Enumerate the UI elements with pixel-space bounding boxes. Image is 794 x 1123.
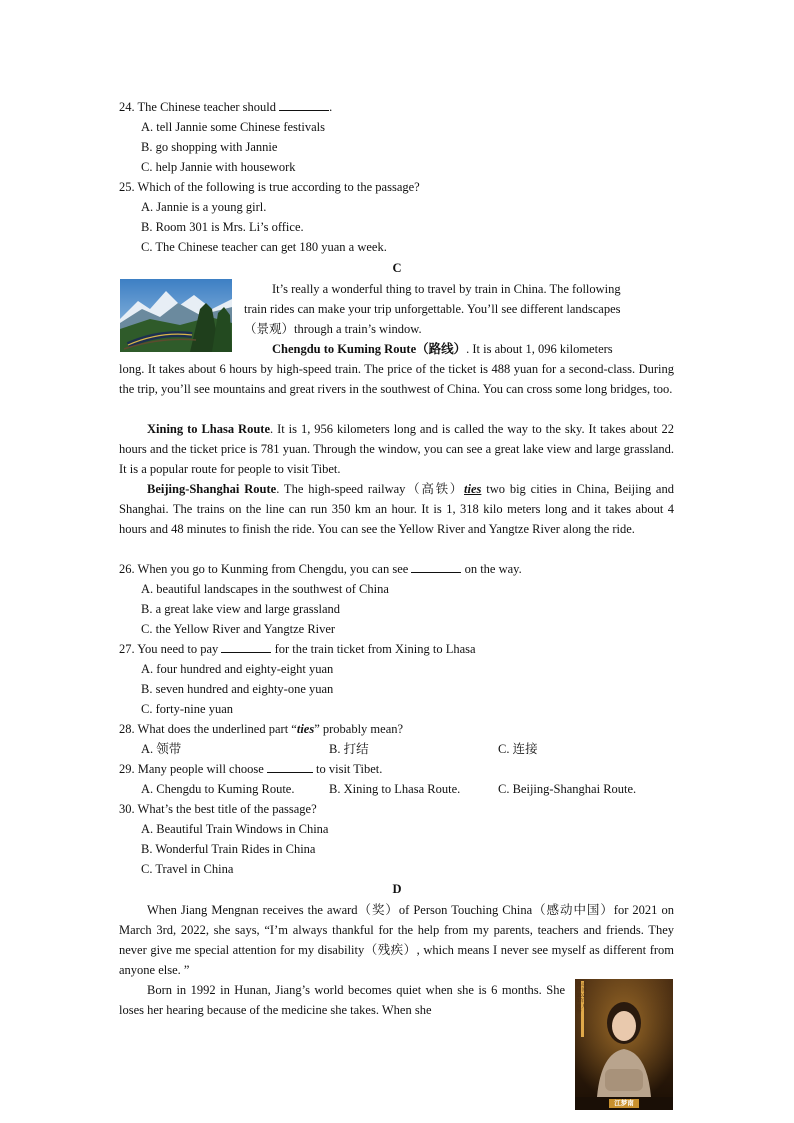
route3-paragraph: Beijing-Shanghai Route. The high-speed railway（高铁）ties two big cities in China, Beijing and Shanghai. The trains on the line can run 350 km an hour. It is 1, 318 kilo meters long and it takes about 4 hours and 48 minutes to finish the ride. You can see the Yellow River and Yangtze River along the ride. xyxy=(119,482,674,536)
answer-blank xyxy=(279,98,329,111)
option-27a: A. four hundred and eighty-eight yuan xyxy=(141,662,334,676)
section-c-intro-line2: train rides can make your trip unforgettable. You’ll see different landscapes xyxy=(244,302,621,316)
answer-blank xyxy=(411,560,461,573)
section-c-intro-line1: It’s really a wonderful thing to travel by train in China. The following xyxy=(272,282,621,296)
section-c-intro-line3: （景观）through a train’s window. xyxy=(244,322,422,336)
option-25b: B. Room 301 is Mrs. Li’s office. xyxy=(141,220,304,234)
route2-paragraph: Xining to Lhasa Route. It is 1, 956 kilometers long and is called the way to the sky. It takes about 22 hours and the ticket price is 781 yuan. Through the window, you can see a great lake view and large grassland. It is a popular route for people to visit Tibet. xyxy=(119,422,674,476)
portrait-photo xyxy=(575,979,673,1110)
jiang-mengnan-portrait-image xyxy=(575,979,673,1110)
train-landscape-image xyxy=(120,279,232,352)
option-24b: B. go shopping with Jannie xyxy=(141,140,278,154)
question-25: 25. Which of the following is true according to the passage? xyxy=(119,180,420,194)
option-25c: C. The Chinese teacher can get 180 yuan a week. xyxy=(141,240,387,254)
section-c-heading: C xyxy=(392,261,402,275)
question-26: 26. When you go to Kunming from Chengdu, you can see on the way. xyxy=(119,562,522,576)
option-30b: B. Wonderful Train Rides in China xyxy=(141,842,316,856)
option-30c: C. Travel in China xyxy=(141,862,234,876)
option-27c: C. forty-nine yuan xyxy=(141,702,233,716)
option-24a: A. tell Jannie some Chinese festivals xyxy=(141,120,325,134)
section-d-paragraph-2: Born in 1992 in Hunan, Jiang’s world becomes quiet when she is 6 months. She loses her hearing because of the medicine she takes. When she xyxy=(119,983,565,1017)
question-24: 24. The Chinese teacher should . xyxy=(119,100,333,114)
answer-blank xyxy=(267,760,313,773)
portrait-banner: 感动中国2021年度人物 xyxy=(577,983,586,1016)
section-d-paragraph-1: When Jiang Mengnan receives the award（奖）of Person Touching China（感动中国）for 2021 on March 3rd, 2022, she says, “I’m always thankful for the help from my parents, teachers and friends. They never give me special attention for my disability（残疾）, which means I never see myself as different from anyone else. ” xyxy=(119,903,674,977)
option-29b: B. Xining to Lhasa Route. xyxy=(329,782,461,796)
route1-first-line: Chengdu to Kuming Route（路线）. It is about 1, 096 kilometers xyxy=(272,342,613,356)
option-27b: B. seven hundred and eighty-one yuan xyxy=(141,682,334,696)
option-25a: A. Jannie is a young girl. xyxy=(141,200,267,214)
route2-title: Xining to Lhasa Route xyxy=(147,422,270,436)
answer-blank xyxy=(221,640,271,653)
option-28a: A. 领带 xyxy=(141,742,182,756)
option-30a: A. Beautiful Train Windows in China xyxy=(141,822,329,836)
route1-note: （路线） xyxy=(416,342,467,356)
underlined-word-ties: ties xyxy=(464,482,482,496)
route1-paragraph: long. It takes about 6 hours by high-speed train. The price of the ticket is 488 yuan for a second-class. During the trip, you’ll see mountains and great rivers in the southwest of China. You can cross some long bridges, too. xyxy=(119,362,674,396)
option-26c: C. the Yellow River and Yangtze River xyxy=(141,622,336,636)
question-27: 27. You need to pay for the train ticket from Xining to Lhasa xyxy=(119,642,476,656)
option-29a: A. Chengdu to Kuming Route. xyxy=(141,782,295,796)
train-photo xyxy=(120,279,232,352)
question-29: 29. Many people will choose to visit Tibet. xyxy=(119,762,383,776)
route1-title: Chengdu to Kuming Route xyxy=(272,342,417,356)
section-d-heading: D xyxy=(392,882,402,896)
portrait-caption: 江梦南 xyxy=(614,1099,634,1107)
question-28: 28. What does the underlined part “ties” probably mean? xyxy=(119,722,404,736)
option-29c: C. Beijing-Shanghai Route. xyxy=(498,782,637,796)
quoted-word-ties: ties xyxy=(296,722,315,736)
option-28c: C. 连接 xyxy=(498,742,538,756)
option-24c: C. help Jannie with housework xyxy=(141,160,296,174)
route3-title: Beijing-Shanghai Route xyxy=(147,482,277,496)
option-28b: B. 打结 xyxy=(329,742,369,756)
option-26a: A. beautiful landscapes in the southwest of China xyxy=(141,582,389,596)
option-26b: B. a great lake view and large grassland xyxy=(141,602,340,616)
question-30: 30. What’s the best title of the passage? xyxy=(119,802,317,816)
